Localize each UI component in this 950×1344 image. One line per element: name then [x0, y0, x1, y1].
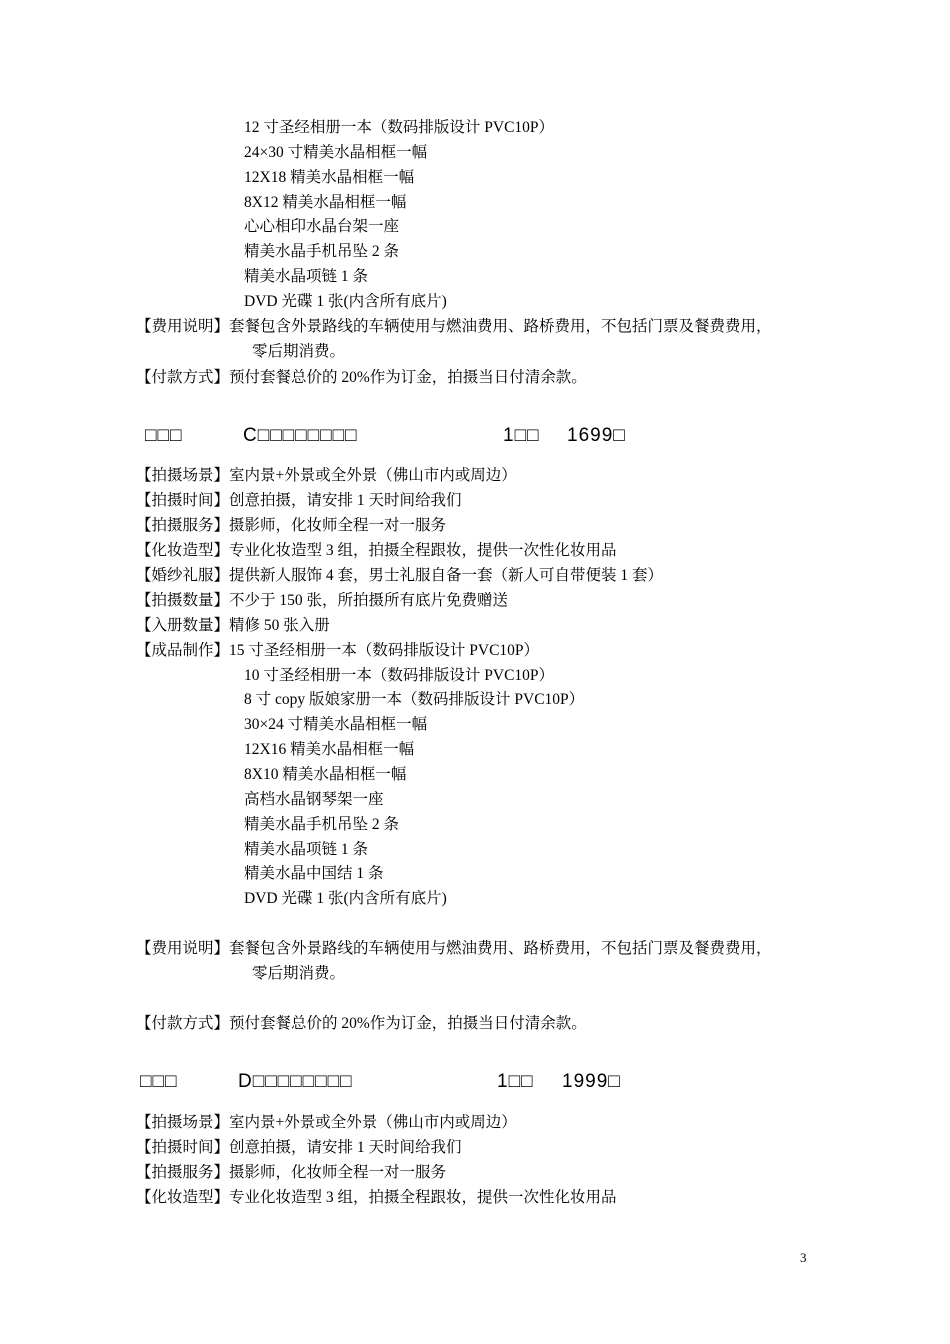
package-c-heading-unit: 1□□ — [503, 425, 540, 446]
row-label: 【拍摄服务】 — [136, 517, 230, 534]
row-label: 【化妆造型】 — [136, 542, 230, 559]
package-c-row — [136, 641, 539, 661]
row-label: 【拍摄数量】 — [136, 592, 230, 609]
payment-label: 【付款方式】 — [136, 1015, 230, 1032]
product-item: 12 寸圣经相册一本（数码排版设计 PVC10P） — [244, 119, 555, 136]
package-d-row — [136, 1163, 446, 1183]
product-item: 心心相印水晶台架一座 — [244, 218, 400, 235]
row-text: 摄影师，化妆师全程一对一服务 — [229, 517, 447, 534]
package-c-heading-price: 1699□ — [567, 425, 626, 446]
package-c-row — [136, 516, 446, 536]
package-c-row — [136, 566, 663, 586]
row-label: 【拍摄场景】 — [136, 467, 230, 484]
package-c-row — [136, 616, 330, 636]
product-item: 24×30 寸精美水晶相框一幅 — [244, 144, 428, 161]
product-item: 精美水晶项链 1 条 — [244, 268, 369, 285]
package-d-heading-unit: 1□□ — [497, 1071, 534, 1092]
product-item: 10 寸圣经相册一本（数码排版设计 PVC10P） — [244, 667, 555, 684]
product-item: 高档水晶钢琴架一座 — [244, 791, 384, 808]
fee-row — [136, 939, 772, 959]
product-item: 12X16 精美水晶相框一幅 — [244, 741, 415, 758]
fee-label: 【费用说明】 — [136, 940, 230, 957]
payment-label: 【付款方式】 — [136, 369, 230, 386]
product-item: 精美水晶手机吊坠 2 条 — [244, 243, 400, 260]
row-text: 专业化妆造型 3 组，拍摄全程跟妆，提供一次性化妆用品 — [229, 542, 617, 559]
row-label: 【成品制作】 — [136, 642, 230, 659]
product-item: 精美水晶项链 1 条 — [244, 841, 369, 858]
row-text: 室内景+外景或全外景（佛山市内或周边） — [229, 1114, 517, 1131]
product-item: 8 寸 copy 版娘家册一本（数码排版设计 PVC10P） — [244, 691, 585, 708]
fee-continuation: 零后期消费。 — [252, 965, 346, 982]
fee-text: 套餐包含外景路线的车辆使用与燃油费用、路桥费用，不包括门票及餐费费用， — [229, 318, 772, 335]
product-item: DVD 光碟 1 张(内含所有底片) — [244, 293, 447, 310]
package-d-heading-price: 1999□ — [562, 1071, 621, 1092]
row-text: 创意拍摄，请安排 1 天时间给我们 — [229, 492, 462, 509]
product-item: 30×24 寸精美水晶相框一幅 — [244, 716, 428, 733]
payment-row — [136, 368, 587, 388]
row-text: 室内景+外景或全外景（佛山市内或周边） — [229, 467, 517, 484]
row-text: 创意拍摄，请安排 1 天时间给我们 — [229, 1139, 462, 1156]
package-c-heading-name: C□□□□□□□□ — [243, 425, 358, 446]
package-c-row — [136, 466, 517, 486]
package-c-heading-prefix: □□□ — [145, 425, 183, 446]
row-text: 不少于 150 张，所拍摄所有底片免费赠送 — [229, 592, 509, 609]
product-item: DVD 光碟 1 张(内含所有底片) — [244, 890, 447, 907]
row-label: 【拍摄时间】 — [136, 1139, 230, 1156]
row-text: 专业化妆造型 3 组，拍摄全程跟妆，提供一次性化妆用品 — [229, 1189, 617, 1206]
row-label: 【婚纱礼服】 — [136, 567, 230, 584]
package-d-row — [136, 1138, 462, 1158]
package-c-row — [136, 591, 508, 611]
payment-row — [136, 1014, 587, 1034]
row-text: 提供新人服饰 4 套，男士礼服自备一套（新人可自带便装 1 套） — [229, 567, 664, 584]
row-text: 15 寸圣经相册一本（数码排版设计 PVC10P） — [229, 642, 540, 659]
product-item: 8X10 精美水晶相框一幅 — [244, 766, 407, 783]
product-item: 8X12 精美水晶相框一幅 — [244, 194, 407, 211]
package-c-row — [136, 491, 462, 511]
product-item: 精美水晶中国结 1 条 — [244, 865, 384, 882]
fee-row — [136, 317, 772, 337]
product-item: 12X18 精美水晶相框一幅 — [244, 169, 415, 186]
row-label: 【拍摄服务】 — [136, 1164, 230, 1181]
fee-label: 【费用说明】 — [136, 318, 230, 335]
payment-text: 预付套餐总价的 20%作为订金，拍摄当日付清余款。 — [229, 369, 587, 386]
package-d-row — [136, 1113, 517, 1133]
product-item: 精美水晶手机吊坠 2 条 — [244, 816, 400, 833]
row-label: 【拍摄场景】 — [136, 1114, 230, 1131]
fee-continuation: 零后期消费。 — [252, 343, 346, 360]
package-d-row — [136, 1188, 617, 1208]
package-d-heading-name: D□□□□□□□□ — [238, 1071, 353, 1092]
row-label: 【化妆造型】 — [136, 1189, 230, 1206]
row-label: 【拍摄时间】 — [136, 492, 230, 509]
package-d-heading-prefix: □□□ — [140, 1071, 178, 1092]
package-c-row — [136, 541, 617, 561]
row-label: 【入册数量】 — [136, 617, 230, 634]
page-number: 3 — [800, 1250, 807, 1265]
payment-text: 预付套餐总价的 20%作为订金，拍摄当日付清余款。 — [229, 1015, 587, 1032]
row-text: 精修 50 张入册 — [229, 617, 330, 634]
row-text: 摄影师，化妆师全程一对一服务 — [229, 1164, 447, 1181]
fee-text: 套餐包含外景路线的车辆使用与燃油费用、路桥费用，不包括门票及餐费费用， — [229, 940, 772, 957]
